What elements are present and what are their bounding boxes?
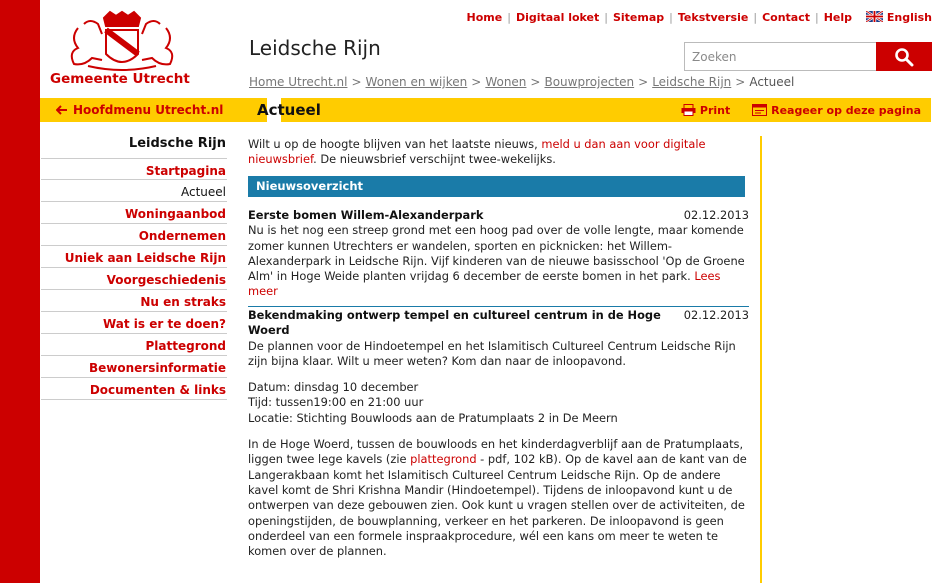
section-bar bbox=[40, 98, 931, 122]
topnav-contact[interactable]: Contact bbox=[762, 11, 810, 24]
search-button[interactable] bbox=[876, 42, 932, 71]
page-title: Leidsche Rijn bbox=[249, 36, 381, 60]
top-navigation: Home | Digitaal loket | Sitemap | Tekstversie | Contact | Help English bbox=[466, 11, 932, 24]
news-article bbox=[248, 308, 749, 570]
breadcrumb-leidsche-rijn[interactable]: Leidsche Rijn bbox=[652, 75, 732, 89]
sidebar-item-wat-te-doen[interactable]: Wat is er te doen? bbox=[41, 312, 227, 334]
printer-icon bbox=[681, 104, 696, 116]
breadcrumb: Home Utrecht.nl > Wonen en wijken > Wonen > Bouwprojecten > Leidsche Rijn > Actueel bbox=[249, 75, 795, 89]
article-date: 02.12.2013 bbox=[683, 208, 749, 222]
section-title: Actueel bbox=[257, 101, 321, 119]
breadcrumb-current: Actueel bbox=[749, 75, 795, 89]
article-divider bbox=[248, 306, 749, 307]
sidebar-title: Leidsche Rijn bbox=[128, 136, 226, 151]
page-tools bbox=[663, 104, 921, 117]
brand-name: Gemeente Utrecht bbox=[50, 71, 190, 87]
event-time: Tijd: tussen19:00 en 21:00 uur bbox=[248, 395, 424, 410]
read-more-link[interactable]: Lees meer bbox=[248, 269, 721, 299]
breadcrumb-bouwprojecten[interactable]: Bouwprojecten bbox=[544, 75, 635, 89]
topnav-sitemap[interactable]: Sitemap bbox=[612, 11, 665, 24]
topnav-help[interactable]: Help bbox=[823, 11, 853, 24]
news-overview-header: Nieuwsoverzicht bbox=[248, 176, 745, 197]
breadcrumb-wonen-en-wijken[interactable]: Wonen en wijken bbox=[365, 75, 468, 89]
sidebar-navigation bbox=[41, 136, 227, 400]
sidebar-item-nu-en-straks[interactable]: Nu en straks bbox=[41, 290, 227, 312]
article-title[interactable]: Bekendmaking ontwerp tempel en cultureel centrum in de Hoge Woerd bbox=[248, 308, 661, 338]
sidebar-item-actueel[interactable]: Actueel bbox=[41, 180, 227, 202]
english-link[interactable]: English bbox=[886, 11, 932, 24]
search-form bbox=[684, 42, 932, 71]
arrow-left-icon bbox=[56, 105, 68, 115]
sidebar-item-woningaanbod[interactable]: Woningaanbod bbox=[41, 202, 227, 224]
hoofdmenu-link[interactable]: Hoofdmenu Utrecht.nl bbox=[56, 103, 223, 117]
breadcrumb-home[interactable]: Home Utrecht.nl bbox=[249, 75, 348, 89]
print-link[interactable]: Print bbox=[681, 104, 730, 117]
article-paragraph: In de Hoge Woerd, tussen de bouwloods en het kinderdagverblijf aan de Pratumplaats, liggen twee lege kavels (zie plattegrond - pdf, 102 kB). Op de kavel aan de kant van de Langerakbaan komt het Islamitisch Cultureel Centrum Leidsche Rijn. Op de andere kavel komt de Shri Krishna Mandir (Hindoetempel). Tijdens de inloopavond kunt u de ontwerpen van deze gebouwen zien. Ook kunt u vragen stellen over de activiteiten, de openingstijden, de bouwplanning, verkeer en het parkeren. De inloopavond is geen onderdeel van een formele inspraakprocedure, wél een kans om meer te weten te komen over de plannen. bbox=[248, 437, 747, 559]
article-title[interactable]: Eerste bomen Willem-Alexanderpark bbox=[248, 208, 484, 222]
plattegrond-pdf-link[interactable]: plattegrond bbox=[410, 452, 477, 467]
brand-red-bar bbox=[0, 0, 40, 583]
breadcrumb-wonen[interactable]: Wonen bbox=[485, 75, 527, 89]
article-paragraph: De plannen voor de Hindoetempel en het Islamitisch Cultureel Centrum Leidsche Rijn zijn bijna klaar. Wilt u meer weten? Kom dan naar de inloopavond. bbox=[248, 338, 736, 368]
event-details bbox=[248, 380, 749, 426]
sidebar-item-documenten[interactable]: Documenten & links bbox=[41, 378, 227, 400]
event-date: Datum: dinsdag 10 december bbox=[248, 380, 419, 395]
intro-text: Wilt u op de hoogte blijven van het laatste nieuws, meld u dan aan voor digitale nieuwsbrief. De nieuwsbrief verschijnt twee-wekelijks. bbox=[248, 137, 706, 167]
reageer-link[interactable]: Reageer op deze pagina bbox=[752, 104, 921, 117]
newsletter-signup-link[interactable]: meld u dan aan voor digitale nieuwsbrief bbox=[248, 137, 706, 167]
event-location: Locatie: Stichting Bouwloods aan de Pratumplaats 2 in De Meern bbox=[248, 410, 618, 425]
article-date: 02.12.2013 bbox=[683, 308, 749, 322]
sidebar-item-startpagina[interactable]: Startpagina bbox=[41, 158, 227, 180]
sidebar-item-plattegrond[interactable]: Plattegrond bbox=[41, 334, 227, 356]
sidebar-item-ondernemen[interactable]: Ondernemen bbox=[41, 224, 227, 246]
sidebar-item-voorgeschiedenis[interactable]: Voorgeschiedenis bbox=[41, 268, 227, 290]
sidebar-item-uniek[interactable]: Uniek aan Leidsche Rijn bbox=[41, 246, 227, 268]
topnav-home[interactable]: Home bbox=[466, 11, 503, 24]
news-article bbox=[248, 208, 749, 300]
article-body bbox=[248, 339, 749, 560]
search-input[interactable] bbox=[684, 42, 877, 71]
comment-form-icon bbox=[752, 104, 767, 116]
uk-flag-icon[interactable] bbox=[866, 11, 883, 22]
article-body: Nu is het nog een streep grond met een hoog pad over de volle lengte, maar komende zomer kunnen Utrechters er wandelen, sporten en picknicken: het Willem-Alexanderpark in Leidsche Rijn. Vijf kinderen van de nieuwe basisschool 'Op de Groene Alm' in Hoge Weide planten vrijdag 6 december de eerste bomen in het park. Lees meer bbox=[248, 223, 745, 299]
topnav-digitaal-loket[interactable]: Digitaal loket bbox=[515, 11, 600, 24]
topnav-tekstversie[interactable]: Tekstversie bbox=[677, 11, 749, 24]
sidebar-item-bewonersinformatie[interactable]: Bewonersinformatie bbox=[41, 356, 227, 378]
right-column-rule bbox=[760, 136, 762, 583]
search-icon bbox=[894, 47, 914, 67]
